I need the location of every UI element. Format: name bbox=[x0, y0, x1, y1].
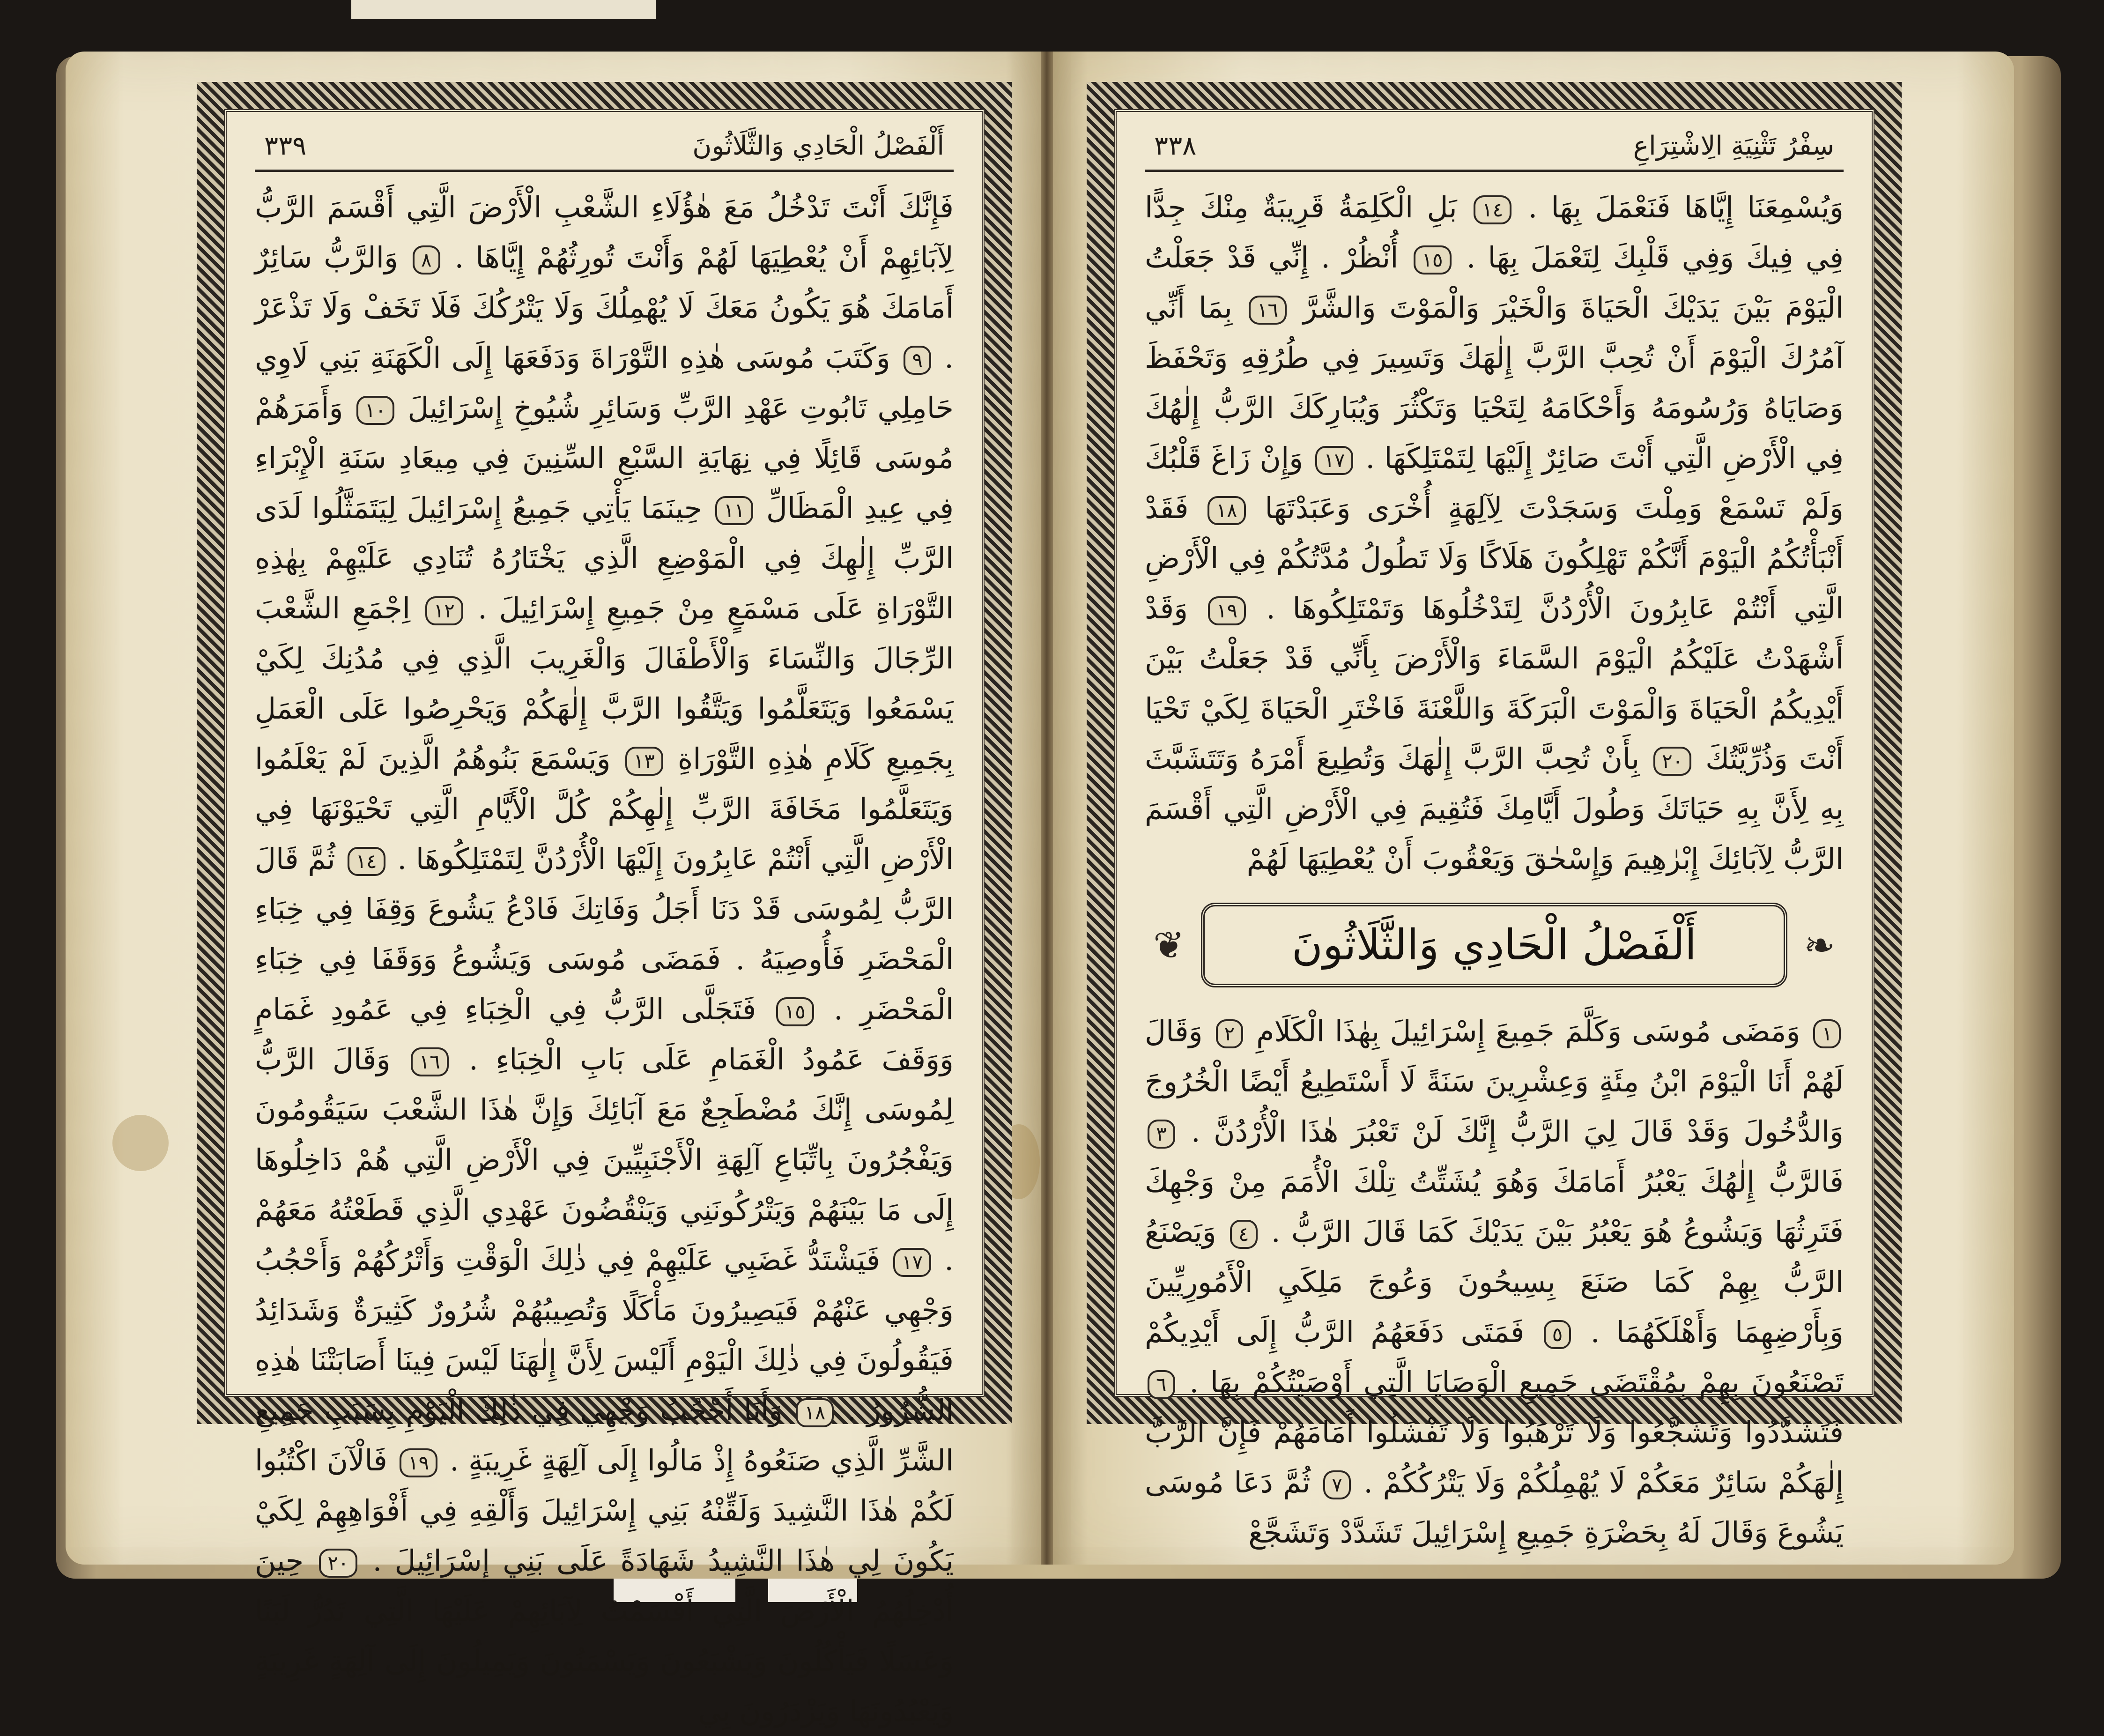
verse-text: فَمَتَى دَفَعَهُمُ الرَّبُّ إِلَى أَيْدِيكُمْ تَصْنَعُونَ بِهِمْ بِمُقْتَضَى جَمِيعِ الْوَصَايَا الَّتِي أَوْصَيْتُكُمْ بِهَا . bbox=[1145, 1315, 1844, 1399]
verse-text: ثُمَّ قَالَ الرَّبُّ لِمُوسَى قَدْ دَنَا أَجَلُ وَفَاتِكَ فَادْعُ يَشُوعَ وَقِفَا فِي خِبَاءِ الْمَحْضَرِ فَأُوصِيَهُ . فَمَضَى مُوسَى وَيَشُوعُ وَوَقَفَا فِي خِبَاءِ الْمَحْضَرِ . bbox=[255, 842, 954, 1026]
verse-number: ٨ bbox=[413, 245, 440, 274]
verse-text: وَأَنَا أَحْجُبُ وَجْهِي فِي ذٰلِكَ الْيَوْمِ بِسَبَبِ جَمِيعِ الشَّرِّ الَّذِي صَنَعُوهُ إِذْ مَالُوا إِلَى آلِهَةٍ غَرِيبَةٍ . bbox=[255, 1393, 954, 1477]
verse-number: ١٦ bbox=[411, 1047, 449, 1076]
verse-number: ١٨ bbox=[796, 1398, 834, 1427]
left-page-number: ٣٣٩ bbox=[264, 131, 307, 161]
verse-number: ١٤ bbox=[1474, 195, 1511, 224]
left-page-header bbox=[255, 131, 954, 172]
left-header-title: أَلْفَصْلُ الْحَادِي وَالثَّلَاثُونَ bbox=[692, 131, 944, 161]
verse-text: بَلِ الْكَلِمَةُ قَرِيبَةٌ مِنْكَ جِدًّا فِي فِيكَ وَفِي قَلْبِكَ لِتَعْمَلَ بِهَا . bbox=[1145, 190, 1844, 274]
right-page-body-top bbox=[1145, 182, 1844, 884]
verse-text: فَقَدْ أَنْبَأْتُكُمُ الْيَوْمَ أَنَّكُمْ تَهْلِكُونَ هَلَاكًا وَلَا تَطُولُ مُدَّتُكُمْ فِي الْأَرْضِ الَّتِي أَنْتُمْ عَابِرُونَ الْأُرْدُنَّ لِتَدْخُلُوهَا وَتَمْتَلِكُوهَا . bbox=[1145, 491, 1844, 625]
verse-text: وَأَمَرَهُمْ مُوسَى قَائِلًا فِي نِهَايَةِ السَّبْعِ السِّنِينَ فِي مِيعَادِ سَنَةِ الْإِبْرَاءِ فِي عِيدِ الْمَظَالِّ bbox=[255, 391, 954, 525]
verse-number: ٦ bbox=[1148, 1370, 1175, 1399]
right-page-body-bottom bbox=[1145, 1006, 1844, 1558]
verse-number: ١٤ bbox=[348, 847, 385, 876]
left-page-body bbox=[255, 182, 954, 1736]
right-page-header bbox=[1145, 131, 1844, 172]
verse-text: فَيَشْتَدُّ غَضَبِي عَلَيْهِمْ فِي ذٰلِكَ الْوَقْتِ وَأَتْرُكُهُمْ وَأَحْجُبُ وَجْهِي عَنْهُمْ فَيَصِيرُونَ مَأْكَلًا وَتُصِيبُهُمْ شُرُورٌ كَثِيرَةٌ وَشَدَائِدُ فَيَقُولُونَ فِي ذٰلِكَ الْيَوْمِ أَلَيْسَ لِأَنَّ إِلٰهَنَا لَيْسَ فِينَا أَصَابَتْنَا هٰذِهِ الشُّرُورُ . bbox=[255, 1243, 954, 1427]
verse-number: ٣ bbox=[1148, 1120, 1175, 1149]
verse-number: ١٣ bbox=[625, 747, 663, 776]
ornament-icon: ❦ bbox=[1153, 923, 1185, 967]
verse-text: وَيَصْنَعُ الرَّبُّ بِهِمْ كَمَا صَنَعَ بِسِيحُونَ وَعُوجَ مَلِكَيِ الْأَمُورِيِّينَ وَبِأَرْضِهِمَا وَأَهْلَكَهُمَا . bbox=[1145, 1215, 1844, 1349]
stain bbox=[112, 1115, 169, 1171]
verse-number: ١٨ bbox=[1208, 496, 1245, 525]
verse-number: ٥ bbox=[1544, 1320, 1571, 1349]
verse-text: وَيُسْمِعَنَا إِيَّاهَا فَنَعْمَلَ بِهَا . bbox=[1528, 190, 1844, 224]
verse-text: وَالرَّبُّ سَائِرٌ أَمَامَكَ هُوَ يَكُونُ مَعَكَ لَا يُهْمِلُكَ وَلَا يَتْرُكُكَ فَلَا تَخَفْ وَلَا تَذْعَرْ . bbox=[255, 240, 954, 375]
verse-number: ١٩ bbox=[1208, 596, 1246, 625]
verse-text: بِمَا أَنِّي آمُرُكَ الْيَوْمَ أَنْ تُحِبَّ الرَّبَّ إِلٰهَكَ وَتَسِيرَ فِي طُرُقِهِ وَتَحْفَظَ وَصَايَاهُ وَرُسُومَهُ وَأَحْكَامَهُ لِتَحْيَا وَتَكْثُرَ وَيُبَارِكَكَ الرَّبُّ إِلٰهُكَ فِي الْأَرْضِ الَّتِي أَنْتَ صَائِرٌ إِلَيْهَا لِتَمْتَلِكَهَا . bbox=[1145, 290, 1844, 475]
right-page-frame bbox=[1087, 82, 1902, 1550]
left-page-frame bbox=[197, 82, 1012, 1728]
verse-text: وَمَضَى مُوسَى وَكَلَّمَ جَمِيعَ إِسْرَائِيلَ بِهٰذَا الْكَلَامِ bbox=[1256, 1014, 1800, 1048]
verse-number: ١٠ bbox=[356, 396, 394, 425]
paper-scrap-top bbox=[351, 0, 656, 19]
verse-text: فَتَجَلَّى الرَّبُّ فِي الْخِبَاءِ فِي عَمُودِ غَمَامٍ وَوَقَفَ عَمُودُ الْغَمَامِ عَلَى بَابِ الْخِبَاءِ . bbox=[255, 992, 954, 1076]
verse-number: ٢٠ bbox=[1653, 747, 1691, 776]
verse-text: بِأَنْ تُحِبَّ الرَّبَّ إِلٰهَكَ وَتُطِيعَ أَمْرَهُ وَتَتَشَبَّثَ بِهِ لِأَنَّ بِهِ حَيَاتَكَ وَطُولَ أَيَّامِكَ فَتُقِيمَ فِي الْأَرْضِ الَّتِي أَقْسَمَ الرَّبُّ لِآبَائِكَ إِبْرٰهِيمَ وَإِسْحٰقَ وَيَعْقُوبَ أَنْ يُعْطِيَهَا لَهُمْ bbox=[1145, 742, 1844, 876]
verse-text: حِينَمَا يَأْتِي جَمِيعُ إِسْرَائِيلَ لِيَتَمَثَّلُوا لَدَى الرَّبِّ إِلٰهِكَ فِي الْمَوْضِعِ الَّذِي يَخْتَارُهُ تُنَادِي عَلَيْهِمْ بِهٰذِهِ التَّوْرَاةِ عَلَى مَسْمَعٍ مِنْ جَمِيعِ إِسْرَائِيلَ . bbox=[255, 491, 954, 625]
right-page-content bbox=[1114, 109, 1874, 1550]
verse-text: وَيَسْمَعَ بَنُوهُمُ الَّذِينَ لَمْ يَعْلَمُوا وَيَتَعَلَّمُوا مَخَافَةَ الرَّبِّ إِلٰهِكُمْ كُلَّ الْأَيَّامِ الَّتِي تَحْيَوْنَهَا فِي الْأَرْضِ الَّتِي أَنْتُمْ عَابِرُونَ إِلَيْهَا الْأُرْدُنَّ لِتَمْتَلِكُوهَا . bbox=[255, 742, 954, 876]
verse-text: فَالْآنَ اكْتُبُوا لَكُمْ هٰذَا النَّشِيدَ وَلَقِّنْهُ بَنِي إِسْرَائِيلَ وَأَلْقِهِ فِي أَفْوَاهِهِمْ لِكَيْ يَكُونَ لِي هٰذَا النَّشِيدُ شَهَادَةً عَلَى بَنِي إِسْرَائِيلَ . bbox=[255, 1443, 954, 1578]
verse-number: ١٦ bbox=[1249, 296, 1287, 325]
verse-number: ١٧ bbox=[1315, 446, 1353, 475]
verse-number: ١١ bbox=[715, 496, 753, 525]
verse-text: ثُمَّ دَعَا مُوسَى يَشُوعَ وَقَالَ لَهُ بِحَضْرَةِ جَمِيعِ إِسْرَائِيلَ تَشَدَّدْ وَتَشَجَّعْ bbox=[1145, 1465, 1844, 1550]
verse-text: وَقَالَ لَهُمْ أَنَا الْيَوْمَ ابْنُ مِئَةٍ وَعِشْرِينَ سَنَةً لَا أَسْتَطِيعُ أَيْضًا الْخُرُوجَ وَالدُّخُولَ وَقَدْ قَالَ لِيَ الرَّبُّ إِنَّكَ لَنْ تَعْبُرَ هٰذَا الْأُرْدُنَّ . bbox=[1145, 1014, 1844, 1149]
verse-text: أُنْظُرْ . إِنِّي قَدْ جَعَلْتُ الْيَوْمَ بَيْنَ يَدَيْكَ الْحَيَاةَ وَالْخَيْرَ وَالْمَوْتَ وَالشَّرَّ bbox=[1145, 240, 1844, 325]
right-page-number: ٣٣٨ bbox=[1154, 131, 1197, 161]
ornament-icon: ❧ bbox=[1803, 923, 1835, 967]
verse-text: وَقَالَ الرَّبُّ لِمُوسَى إِنَّكَ مُضْطَجِعٌ مَعَ آبَائِكَ وَإِنَّ هٰذَا الشَّعْبَ سَيَقُومُونَ وَيَفْجُرُونَ بِاتِّبَاعِ آلِهَةِ الْأَجْنَبِيِّينَ فِي الْأَرْضِ الَّتِي هُمْ دَاخِلُوهَا إِلَى مَا بَيْنَهُمْ وَيَتْرُكُونَنِي وَيَنْقُضُونَ عَهْدِي الَّذِي قَطَعْتُهُ مَعَهُمْ . bbox=[255, 1042, 954, 1277]
verse-text: فَالرَّبُّ إِلٰهُكَ يَعْبُرُ أَمَامَكَ وَهُوَ يُشَتِّتُ تِلْكَ الْأُمَمَ مِنْ وَجْهِكَ فَتَرِثُهَا وَيَشُوعُ هُوَ يَعْبُرُ بَيْنَ يَدَيْكَ كَمَا قَالَ الرَّبُّ . bbox=[1145, 1165, 1844, 1249]
verse-text: وَإِنْ زَاغَ قَلْبُكَ وَلَمْ تَسْمَعْ وَمِلْتَ وَسَجَدْتَ لِآلِهَةٍ أُخْرَى وَعَبَدْتَهَا bbox=[1145, 441, 1844, 525]
chapter-heading-box bbox=[1153, 903, 1835, 987]
verse-number: ١٥ bbox=[1414, 245, 1452, 274]
left-page-content bbox=[224, 109, 985, 1728]
verse-text: حِينَ أُدْخِلُهُمُ الْأَرْضَ الَّتِي أَقْسَمْتُ لِآبَائِهِمْ عَلَيْهَا الَّتِي تَدُرُّ لَبَنًا وَعَسَلًا فَيَأْكُلُونَ وَيَشْبَعُونَ وَيَسْمَنُونَ وَيَمِيلُونَ إِلَى آلِهَةٍ غَرِيبَةٍ وَيَعْبُدُونَهَا وَيَزْدَرُونَ بِي bbox=[255, 1543, 954, 1728]
verse-number: ١ bbox=[1813, 1019, 1841, 1048]
verse-number: ١٧ bbox=[893, 1248, 931, 1277]
verse-text: وَكَتَبَ مُوسَى هٰذِهِ التَّوْرَاةَ وَدَفَعَهَا إِلَى الْكَهَنَةِ بَنِي لَاوِي حَامِلِي تَابُوتِ عَهْدِ الرَّبِّ وَسَائِرِ شُيُوخِ إِسْرَائِيلَ bbox=[255, 341, 954, 425]
verse-text: وَقَدْ أَشْهَدْتُ عَلَيْكُمُ الْيَوْمَ السَّمَاءَ وَالْأَرْضَ بِأَنِّي قَدْ جَعَلْتُ بَيْنَ أَيْدِيكُمُ الْحَيَاةَ وَالْمَوْتَ الْبَرَكَةَ وَاللَّعْنَةَ فَاخْتَرِ الْحَيَاةَ لِكَيْ تَحْيَا أَنْتَ وَذُرِّيَّتُكَ bbox=[1145, 591, 1844, 776]
verse-number: ١٥ bbox=[776, 997, 814, 1026]
verse-text: اِجْمَعِ الشَّعْبَ الرِّجَالَ وَالنِّسَاءَ وَالْأَطْفَالَ وَالْغَرِيبَ الَّذِي فِي مُدُنِكَ لِكَيْ يَسْمَعُوا وَيَتَعَلَّمُوا وَيَتَّقُوا الرَّبَّ إِلٰهَكُمْ وَيَحْرِصُوا عَلَى الْعَمَلِ بِجَمِيعِ كَلَامِ هٰذِهِ التَّوْرَاةِ bbox=[255, 591, 954, 776]
verse-number: ٧ bbox=[1323, 1470, 1351, 1499]
verse-number: ٢ bbox=[1216, 1019, 1244, 1048]
verse-number: ١٩ bbox=[400, 1448, 437, 1477]
chapter-heading: أَلْفَصْلُ الْحَادِي وَالثَّلَاثُونَ bbox=[1291, 920, 1697, 970]
verse-number: ٢٠ bbox=[319, 1549, 357, 1578]
verse-number: ٤ bbox=[1230, 1220, 1258, 1249]
verse-text: فَإِنَّكَ أَنْتَ تَدْخُلُ مَعَ هٰؤُلَاءِ الشَّعْبِ الْأَرْضَ الَّتِي أَقْسَمَ الرَّبُّ لِآبَائِهِمْ أَنْ يُعْطِيَهَا لَهُمْ وَأَنْتَ تُورِثُهُمْ إِيَّاهَا . bbox=[255, 190, 954, 274]
verse-number: ١٢ bbox=[425, 596, 463, 625]
verse-number: ٩ bbox=[904, 346, 931, 375]
right-header-title: سِفْرُ تَثْنِيَةِ الِاشْتِرَاعِ bbox=[1633, 131, 1834, 161]
verse-text: فَتَشَدَّدُوا وَتَشَجَّعُوا وَلَا تَرْهَبُوا وَلَا تَفْشَلُوا أَمَامَهُمْ فَإِنَّ الرَّبَّ إِلٰهَكُمْ سَائِرٌ مَعَكُمْ لَا يُهْمِلُكُمْ وَلَا يَتْرُكُكُمْ . bbox=[1145, 1415, 1844, 1499]
book-gutter bbox=[1041, 52, 1053, 1565]
